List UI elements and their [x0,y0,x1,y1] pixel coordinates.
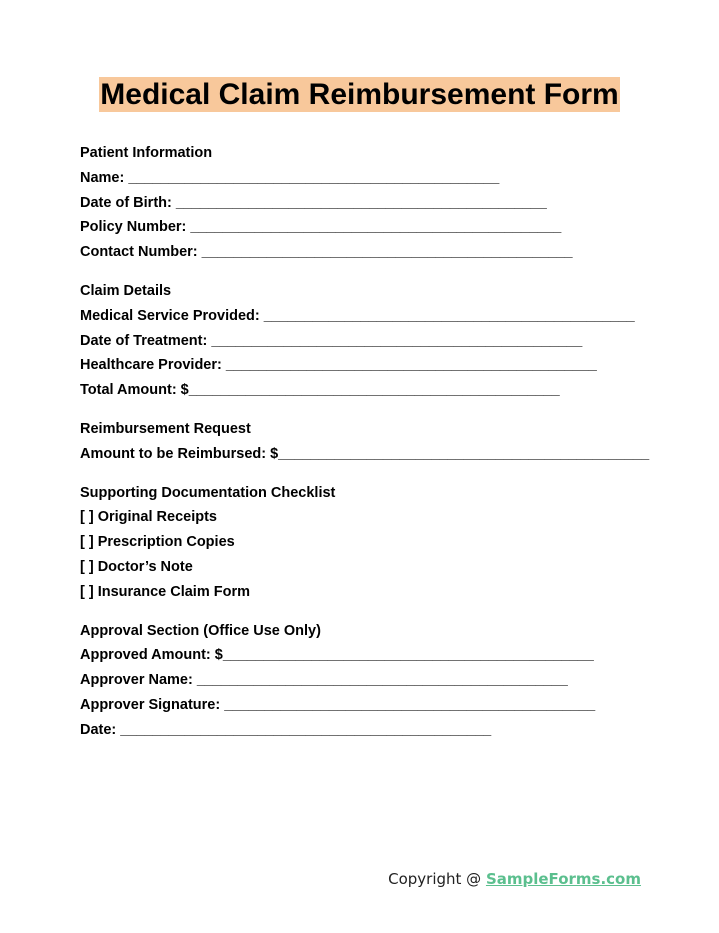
section-heading: Reimbursement Request [80,420,251,437]
page-title: Medical Claim Reimbursement Form [100,78,619,111]
form-body [80,141,680,757]
approval-date-field: Date: ______________________________________________ [80,721,492,738]
copyright-footer [388,869,641,889]
copyright-text: Copyright @ [388,870,486,888]
medical-service-field: Medical Service Provided: ______________________________________________ [80,307,635,324]
approver-signature-field: Approver Signature: ______________________________________________ [80,696,596,713]
checklist-item-doctors-note: [ ] Doctor’s Note [80,558,193,575]
approval-section [80,619,680,743]
section-heading: Claim Details [80,282,172,299]
approved-amount-field: Approved Amount: $______________________________________________ [80,647,594,664]
total-amount-field: Total Amount: $______________________________________________ [80,382,560,399]
contact-number-field: Contact Number: ______________________________________________ [80,244,573,261]
amount-reimbursed-field: Amount to be Reimbursed: $______________________________________________ [80,445,650,462]
section-heading: Supporting Documentation Checklist [80,484,336,501]
date-of-treatment-field: Date of Treatment: ______________________________________________ [80,332,583,349]
policy-number-field: Policy Number: ______________________________________________ [80,219,562,236]
reimbursement-request-section [80,417,680,467]
checklist-item-receipts: [ ] Original Receipts [80,509,217,526]
approver-name-field: Approver Name: ______________________________________________ [80,672,568,689]
claim-details-section [80,279,680,403]
section-heading: Approval Section (Office Use Only) [80,622,321,639]
patient-information-section [80,141,680,265]
date-of-birth-field: Date of Birth: ______________________________________________ [80,194,547,211]
documentation-checklist-section [80,481,680,605]
name-field: Name: ______________________________________________ [80,169,500,186]
sampleforms-link[interactable]: SampleForms.com [485,870,641,888]
section-heading: Patient Information [80,145,213,161]
healthcare-provider-field: Healthcare Provider: ______________________________________________ [80,357,597,374]
checklist-item-prescriptions: [ ] Prescription Copies [80,534,235,551]
title-wrapper [0,77,719,112]
checklist-item-claim-form: [ ] Insurance Claim Form [80,583,251,600]
